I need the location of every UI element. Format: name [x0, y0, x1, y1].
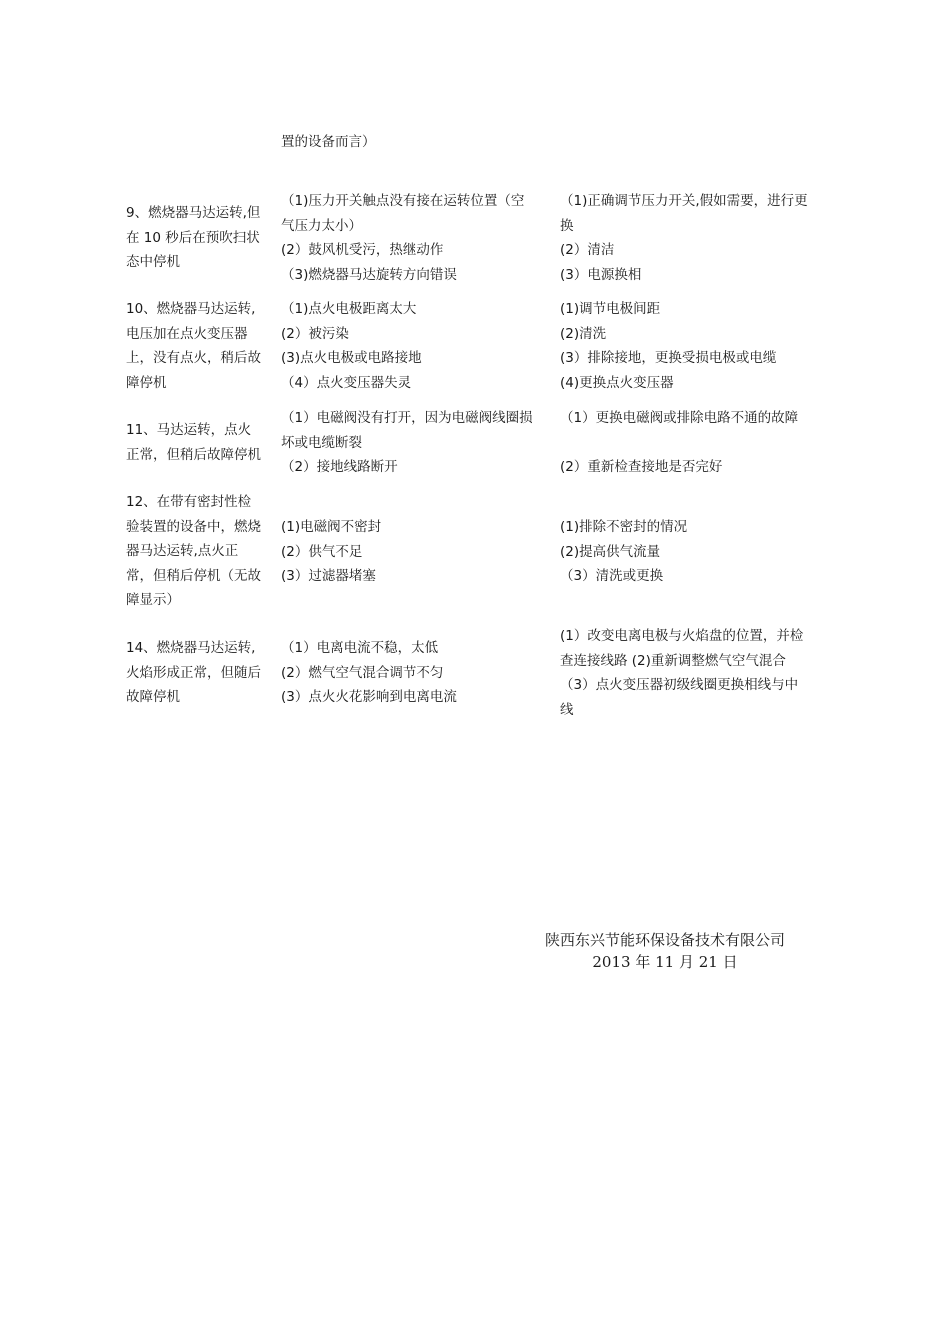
cause-line: (1)电磁阀不密封 [281, 519, 382, 535]
carryover-text: 置的设备而言） [281, 134, 376, 150]
fault-line: 10、燃烧器马达运转, [126, 301, 256, 317]
fault-line: 电压加在点火变压器 [126, 325, 248, 342]
remedy-line: (3）排除接地，更换受损电极或电缆 [560, 350, 777, 367]
fault-line: 在 10 秒后在预吹扫状 [126, 229, 260, 246]
remedy-line: (2)提高供气流量 [560, 543, 661, 560]
fault-description [126, 490, 274, 613]
fault-causes [281, 406, 551, 480]
document-date: 2013 年 11 月 21 日 [592, 953, 738, 971]
remedy-line: (1)调节电极间距 [560, 301, 661, 317]
remedy-line: (1）改变电离电极与火焰盘的位置，并检 [560, 628, 804, 644]
remedy-line: (3）电源换相 [560, 266, 642, 283]
fault-line: 器马达运转,点火正 [126, 543, 239, 560]
fault-remedies [560, 624, 828, 722]
cause-line: 坏或电缆断裂 [281, 434, 362, 451]
fault-line: 9、燃烧器马达运转,但 [126, 205, 261, 221]
fault-causes [281, 297, 551, 395]
remedy-line [560, 431, 828, 456]
cause-line: （3)燃烧器马达旋转方向错误 [281, 266, 457, 283]
remedy-line: （1）更换电磁阀或排除电路不通的故障 [560, 410, 799, 426]
fault-line: 验装置的设备中，燃烧 [126, 518, 261, 535]
fault-description [126, 418, 274, 467]
cause-line: (2）鼓风机受污，热继动作 [281, 242, 444, 259]
fault-description [126, 201, 274, 275]
remedy-line: (4)更换点火变压器 [560, 374, 674, 391]
cause-line: (2）被污染 [281, 325, 349, 342]
remedy-line: (2)清洗 [560, 325, 607, 342]
fault-line: 常，但稍后停机（无故 [126, 567, 261, 584]
company-name: 陕西东兴节能环保设备技术有限公司 [544, 931, 785, 949]
cause-line: （4）点火变压器失灵 [281, 374, 412, 391]
fault-remedies [560, 406, 828, 480]
fault-line: 12、在带有密封性检 [126, 494, 252, 510]
fault-causes [281, 636, 551, 710]
cause-line: （1）电磁阀没有打开，因为电磁阀线圈损 [281, 410, 533, 426]
cause-line: (2）供气不足 [281, 543, 363, 560]
fault-line: 障停机 [126, 374, 167, 391]
cause-line: (2）燃气空气混合调节不匀 [281, 664, 444, 681]
remedy-line: (1)排除不密封的情况 [560, 519, 688, 535]
cause-line: (3)点火电极或电路接地 [281, 350, 422, 367]
fault-line: 障显示） [126, 592, 180, 609]
cause-line: （1）电离电流不稳，太低 [281, 640, 439, 656]
fault-line: 上，没有点火，稍后故 [126, 350, 261, 367]
fault-remedies [560, 515, 828, 589]
cause-line: （1)压力开关触点没有接在运转位置（空 [281, 193, 525, 209]
remedy-line: 换 [560, 217, 574, 234]
cause-line: （1)点火电极距离太大 [281, 301, 417, 317]
fault-line: 态中停机 [126, 254, 180, 271]
remedy-line: (2）清洁 [560, 242, 615, 259]
fault-remedies [560, 297, 828, 395]
signature-block [500, 929, 830, 973]
cause-line: (3）点火火花影响到电离电流 [281, 689, 457, 706]
fault-line: 故障停机 [126, 689, 180, 706]
cause-line: 气压力太小） [281, 217, 362, 234]
fault-description [126, 636, 274, 710]
remedy-line: （3）清洗或更换 [560, 568, 664, 585]
remedy-line: （1)正确调节压力开关,假如需要，进行更 [560, 193, 808, 209]
fault-description [126, 297, 274, 395]
fault-line: 11、马达运转，点火 [126, 422, 252, 438]
fault-line: 正常，但稍后故障停机 [126, 446, 261, 463]
cause-line: (3）过滤器堵塞 [281, 568, 376, 585]
fault-line: 火焰形成正常，但随后 [126, 664, 261, 681]
remedy-line: （3）点火变压器初级线圈更换相线与中 [560, 677, 799, 694]
remedy-line: 查连接线路 (2)重新调整燃气空气混合 [560, 652, 786, 669]
remedy-line: (2）重新检查接地是否完好 [560, 459, 723, 476]
fault-remedies [560, 189, 828, 287]
fault-line: 14、燃烧器马达运转, [126, 640, 256, 656]
fault-causes [281, 515, 551, 589]
remedy-line: 线 [560, 701, 574, 718]
cause-line: （2）接地线路断开 [281, 459, 398, 476]
fault-causes [281, 189, 551, 287]
